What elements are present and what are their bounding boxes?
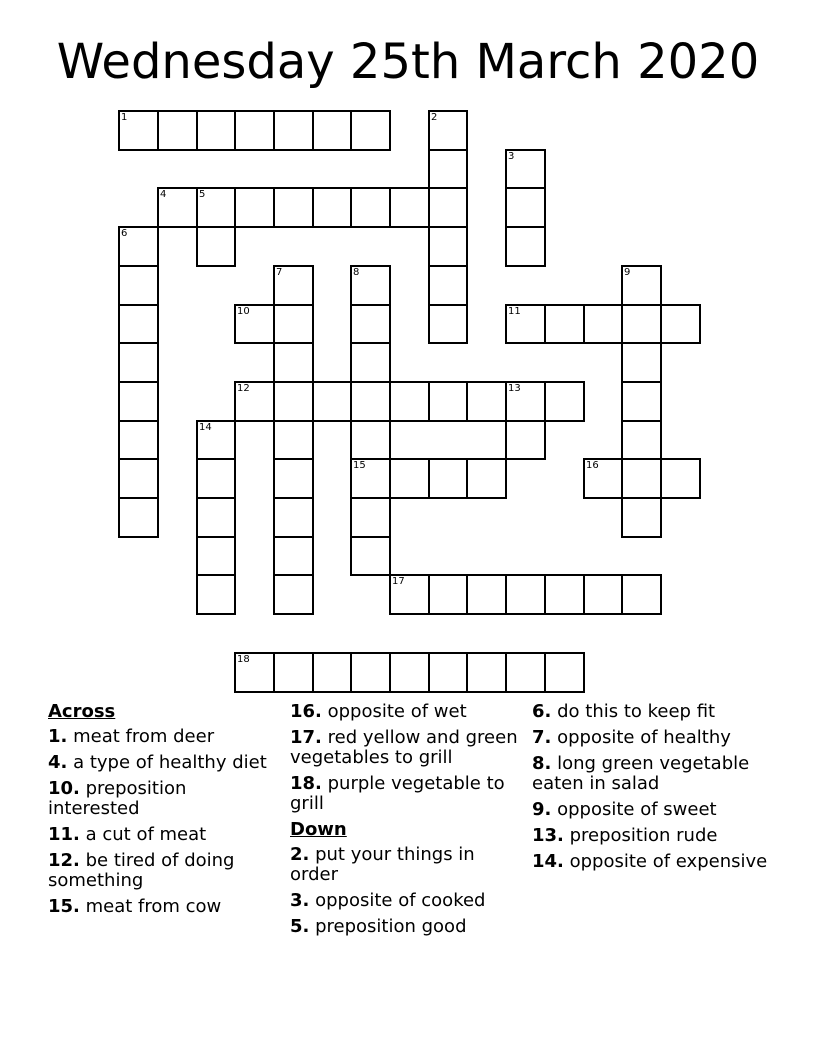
grid-cell[interactable] bbox=[350, 110, 391, 151]
grid-cell[interactable] bbox=[273, 458, 314, 499]
grid-cell[interactable] bbox=[389, 458, 430, 499]
clue-item-number: 14. bbox=[532, 851, 564, 872]
clue-number: 16 bbox=[586, 460, 599, 471]
grid-cell[interactable] bbox=[118, 304, 159, 344]
grid-cell[interactable] bbox=[273, 381, 314, 422]
clue-number: 12 bbox=[237, 383, 250, 394]
clue-number: 9 bbox=[624, 267, 631, 278]
clue-number: 7 bbox=[276, 267, 283, 278]
grid-cell[interactable] bbox=[234, 304, 275, 344]
grid-cell[interactable] bbox=[428, 149, 468, 189]
grid-cell[interactable] bbox=[389, 187, 430, 228]
grid-cell[interactable] bbox=[312, 187, 352, 228]
clue-item bbox=[290, 917, 526, 937]
grid-cell[interactable] bbox=[428, 458, 468, 499]
clue-item bbox=[532, 800, 782, 820]
clue-item-text: opposite of wet bbox=[321, 701, 467, 722]
clue-item-number: 3. bbox=[290, 890, 310, 911]
grid-cell[interactable] bbox=[273, 652, 314, 693]
grid-cell[interactable] bbox=[621, 497, 662, 538]
clue-number: 18 bbox=[237, 654, 250, 665]
grid-cell[interactable] bbox=[428, 381, 468, 422]
grid-cell[interactable] bbox=[273, 110, 314, 151]
clue-item-text: meat from cow bbox=[79, 896, 222, 917]
clue-item-number: 4. bbox=[48, 752, 68, 773]
clue-item-text: purple vegetable to grill bbox=[290, 773, 505, 814]
clue-item bbox=[290, 845, 526, 885]
clue-item-text: be tired of doing something bbox=[48, 850, 235, 891]
clues-column-2 bbox=[290, 702, 526, 943]
grid-cell[interactable] bbox=[621, 342, 662, 383]
clue-item-text: preposition interested bbox=[48, 778, 187, 819]
grid-cell[interactable] bbox=[196, 497, 236, 538]
clue-number: 11 bbox=[508, 306, 521, 317]
grid-cell[interactable] bbox=[350, 497, 391, 538]
grid-cell[interactable] bbox=[544, 574, 585, 615]
grid-cell[interactable] bbox=[505, 420, 546, 460]
grid-cell[interactable] bbox=[273, 304, 314, 344]
clue-item-text: opposite of cooked bbox=[309, 890, 486, 911]
grid-cell[interactable] bbox=[312, 110, 352, 151]
grid-cell[interactable] bbox=[389, 652, 430, 693]
grid-cell[interactable] bbox=[196, 574, 236, 615]
across-heading: Across bbox=[48, 701, 116, 722]
grid-cell[interactable] bbox=[350, 304, 391, 344]
grid-cell[interactable] bbox=[196, 420, 236, 460]
grid-cell[interactable] bbox=[660, 304, 701, 344]
clue-number: 10 bbox=[237, 306, 250, 317]
clue-item-number: 9. bbox=[532, 799, 552, 820]
page-title: Wednesday 25th March 2020 bbox=[56, 34, 760, 90]
across-clue-list-continued bbox=[290, 702, 526, 814]
grid-cell[interactable] bbox=[428, 574, 468, 615]
grid-cell[interactable] bbox=[466, 381, 507, 422]
grid-cell[interactable] bbox=[118, 265, 159, 306]
grid-cell[interactable] bbox=[583, 574, 623, 615]
grid-cell[interactable] bbox=[312, 381, 352, 422]
grid-cell[interactable] bbox=[505, 652, 546, 693]
down-clue-list bbox=[290, 845, 526, 937]
grid-cell[interactable] bbox=[428, 265, 468, 306]
grid-cell[interactable] bbox=[350, 187, 391, 228]
grid-cell[interactable] bbox=[196, 536, 236, 576]
grid-cell[interactable] bbox=[621, 458, 662, 499]
clue-item bbox=[290, 728, 526, 768]
clue-item bbox=[290, 774, 526, 814]
clue-item bbox=[48, 779, 278, 819]
grid-cell[interactable] bbox=[273, 265, 314, 306]
clue-item-number: 2. bbox=[290, 844, 310, 865]
grid-cell[interactable] bbox=[196, 226, 236, 267]
clue-item-text: long green vegetable eaten in salad bbox=[532, 753, 750, 794]
grid-cell[interactable] bbox=[118, 497, 159, 538]
grid-cell[interactable] bbox=[583, 458, 623, 499]
grid-cell[interactable] bbox=[273, 420, 314, 460]
grid-cell[interactable] bbox=[428, 226, 468, 267]
grid-cell[interactable] bbox=[505, 149, 546, 189]
grid-cell[interactable] bbox=[505, 381, 546, 422]
down-clue-list-continued bbox=[532, 702, 782, 872]
grid-cell[interactable] bbox=[621, 381, 662, 422]
clue-number: 14 bbox=[199, 422, 212, 433]
grid-cell[interactable] bbox=[234, 187, 275, 228]
grid-cell[interactable] bbox=[234, 652, 275, 693]
grid-cell[interactable] bbox=[621, 420, 662, 460]
grid-cell[interactable] bbox=[544, 381, 585, 422]
clue-item-number: 1. bbox=[48, 726, 68, 747]
clue-item-number: 15. bbox=[48, 896, 80, 917]
grid-cell[interactable] bbox=[466, 652, 507, 693]
clue-item-text: opposite of expensive bbox=[563, 851, 768, 872]
grid-cell[interactable] bbox=[273, 536, 314, 576]
clue-number: 1 bbox=[121, 112, 128, 123]
down-heading: Down bbox=[290, 819, 347, 840]
across-clue-list bbox=[48, 727, 278, 917]
grid-cell[interactable] bbox=[350, 342, 391, 383]
clue-item bbox=[48, 753, 278, 773]
grid-cell[interactable] bbox=[118, 458, 159, 499]
grid-cell[interactable] bbox=[466, 574, 507, 615]
grid-cell[interactable] bbox=[428, 187, 468, 228]
clue-item-number: 11. bbox=[48, 824, 80, 845]
grid-cell[interactable] bbox=[544, 652, 585, 693]
grid-cell[interactable] bbox=[196, 458, 236, 499]
clue-item-number: 7. bbox=[532, 727, 552, 748]
clue-item-number: 6. bbox=[532, 701, 552, 722]
clue-item bbox=[48, 825, 278, 845]
clue-number: 5 bbox=[199, 189, 206, 200]
grid-cell[interactable] bbox=[273, 342, 314, 383]
clue-item-number: 8. bbox=[532, 753, 552, 774]
grid-cell[interactable] bbox=[118, 110, 159, 151]
clue-item-text: opposite of sweet bbox=[551, 799, 717, 820]
grid-cell[interactable] bbox=[196, 110, 236, 151]
grid-cell[interactable] bbox=[621, 304, 662, 344]
grid-cell[interactable] bbox=[428, 304, 468, 344]
grid-cell[interactable] bbox=[157, 187, 198, 228]
clue-item-number: 5. bbox=[290, 916, 310, 937]
grid-cell[interactable] bbox=[389, 574, 430, 615]
clue-item-number: 17. bbox=[290, 727, 322, 748]
clue-item-text: meat from deer bbox=[67, 726, 215, 747]
grid-cell[interactable] bbox=[273, 497, 314, 538]
grid-cell[interactable] bbox=[273, 574, 314, 615]
clue-item bbox=[290, 702, 526, 722]
clue-item-text: preposition good bbox=[309, 916, 467, 937]
clue-item bbox=[48, 727, 278, 747]
grid-cell[interactable] bbox=[621, 265, 662, 306]
clue-number: 2 bbox=[431, 112, 438, 123]
clue-number: 6 bbox=[121, 228, 128, 239]
clue-number: 4 bbox=[160, 189, 167, 200]
clue-number: 3 bbox=[508, 151, 515, 162]
grid-cell[interactable] bbox=[350, 536, 391, 576]
clue-item-text: a type of healthy diet bbox=[67, 752, 267, 773]
grid-cell[interactable] bbox=[118, 381, 159, 422]
clue-item-text: put your things in order bbox=[290, 844, 475, 885]
clue-item-text: do this to keep fit bbox=[551, 701, 716, 722]
grid-cell[interactable] bbox=[583, 304, 623, 344]
grid-cell[interactable] bbox=[621, 574, 662, 615]
grid-cell[interactable] bbox=[428, 110, 468, 151]
grid-cell[interactable] bbox=[505, 304, 546, 344]
grid-cell[interactable] bbox=[196, 187, 236, 228]
clue-item-text: opposite of healthy bbox=[551, 727, 731, 748]
grid-cell[interactable] bbox=[118, 342, 159, 383]
grid-cell[interactable] bbox=[350, 458, 391, 499]
clue-item bbox=[532, 728, 782, 748]
grid-cell[interactable] bbox=[660, 458, 701, 499]
grid-cell[interactable] bbox=[389, 381, 430, 422]
clue-item-number: 10. bbox=[48, 778, 80, 799]
clue-item-number: 18. bbox=[290, 773, 322, 794]
clue-number: 8 bbox=[353, 267, 360, 278]
grid-cell[interactable] bbox=[350, 652, 391, 693]
grid-cell[interactable] bbox=[118, 420, 159, 460]
clue-item bbox=[532, 826, 782, 846]
clue-item bbox=[290, 891, 526, 911]
grid-cell[interactable] bbox=[350, 265, 391, 306]
clue-item bbox=[532, 852, 782, 872]
grid-cell[interactable] bbox=[428, 652, 468, 693]
grid-cell[interactable] bbox=[466, 458, 507, 499]
grid-cell[interactable] bbox=[157, 110, 198, 151]
grid-cell[interactable] bbox=[350, 381, 391, 422]
clue-number: 13 bbox=[508, 383, 521, 394]
grid-cell[interactable] bbox=[234, 381, 275, 422]
clue-item-number: 12. bbox=[48, 850, 80, 871]
grid-cell[interactable] bbox=[544, 304, 585, 344]
clue-item-text: preposition rude bbox=[563, 825, 718, 846]
grid-cell[interactable] bbox=[118, 226, 159, 267]
clue-item bbox=[532, 702, 782, 722]
grid-cell[interactable] bbox=[505, 187, 546, 228]
clue-item-number: 16. bbox=[290, 701, 322, 722]
clues-column-3 bbox=[532, 702, 782, 878]
clue-item-text: a cut of meat bbox=[79, 824, 207, 845]
grid-cell[interactable] bbox=[350, 420, 391, 460]
grid-cell[interactable] bbox=[273, 187, 314, 228]
clue-item-text: red yellow and green vegetables to grill bbox=[290, 727, 518, 768]
clue-item bbox=[532, 754, 782, 794]
clue-item-number: 13. bbox=[532, 825, 564, 846]
grid-cell[interactable] bbox=[505, 226, 546, 267]
clue-number: 17 bbox=[392, 576, 405, 587]
grid-cell[interactable] bbox=[505, 574, 546, 615]
grid-cell[interactable] bbox=[234, 110, 275, 151]
clue-item bbox=[48, 851, 278, 891]
clues-column-1 bbox=[48, 702, 278, 923]
clue-number: 15 bbox=[353, 460, 366, 471]
grid-cell[interactable] bbox=[312, 652, 352, 693]
clue-item bbox=[48, 897, 278, 917]
